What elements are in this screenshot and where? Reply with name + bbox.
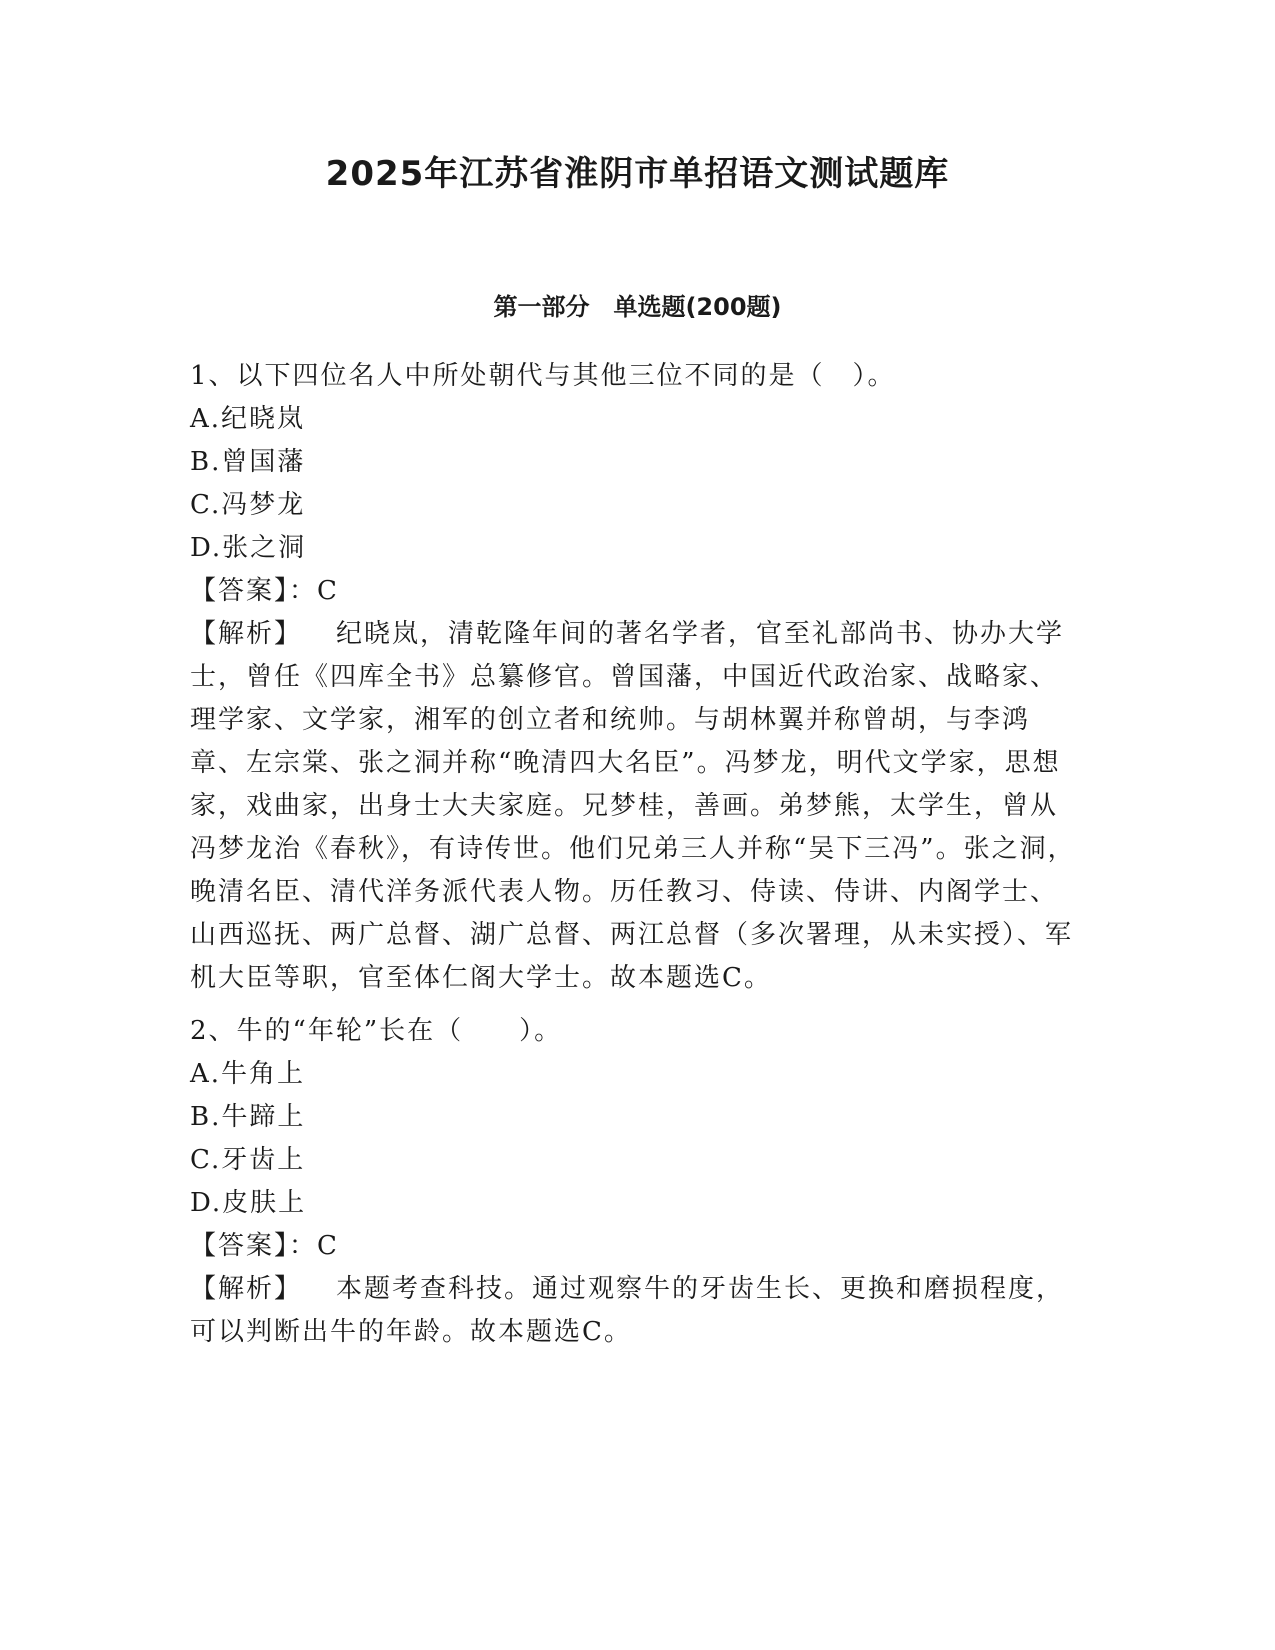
- answer-line: [190, 570, 1080, 613]
- analysis-text: 本题考查科技。通过观察牛的牙齿生长、更换和磨损程度，可以判断出牛的年龄。故本题选C。: [190, 1274, 1065, 1347]
- option-d: D.张之洞: [190, 533, 307, 563]
- answer-label: 【答案】：: [190, 1231, 318, 1261]
- analysis-text: 纪晓岚，清乾隆年间的著名学者，官至礼部尚书、协办大学士，曾任《四库全书》总纂修官。曾国藩，中国近代政治家、战略家、理学家、文学家，湘军的创立者和统帅。与胡林翼并称曾胡，与李鸿章、左宗棠、张之洞并称“晚清四大名臣”。冯梦龙，明代文学家，思想家，戏曲家，出身士大夫家庭。兄梦桂，善画。弟梦熊，太学生，曾从冯梦龙治《春秋》，有诗传世。他们兄弟三人并称“吴下三冯”。张之洞，晚清名臣、清代洋务派代表人物。历任教习、侍读、侍讲、内阁学士、山西巡抚、两广总督、湖广总督、两江总督（多次署理，从未实授）、军机大臣等职，官至体仁阁大学士。故本题选C。: [190, 619, 1076, 993]
- document-title: 2025年江苏省淮阴市单招语文测试题库: [325, 154, 950, 194]
- option-a: A.牛角上: [190, 1059, 306, 1089]
- option-d: D.皮肤上: [190, 1188, 307, 1218]
- analysis-paragraph: [190, 613, 1080, 1000]
- option-c: C.冯梦龙: [190, 490, 306, 520]
- option-b: B.曾国藩: [190, 447, 306, 477]
- option-a: A.纪晓岚: [190, 404, 306, 434]
- question-stem: 1、以下四位名人中所处朝代与其他三位不同的是（ ）。: [190, 361, 896, 391]
- question-2: [190, 1010, 1080, 1354]
- answer-value: C: [317, 1231, 339, 1261]
- analysis-label: 【解析】: [190, 1274, 303, 1304]
- answer-label: 【答案】：: [190, 576, 318, 606]
- analysis-paragraph: [190, 1268, 1080, 1354]
- option-c: C.牙齿上: [190, 1145, 306, 1175]
- question-stem: 2、牛的“年轮”长在（ ）。: [190, 1016, 563, 1046]
- option-b: B.牛蹄上: [190, 1102, 306, 1132]
- question-list: [190, 355, 1080, 1354]
- question-1: [190, 355, 1080, 1000]
- answer-value: C: [317, 576, 339, 606]
- analysis-label: 【解析】: [190, 619, 303, 649]
- answer-line: [190, 1225, 1080, 1268]
- section-title: 第一部分 单选题(200题): [493, 293, 782, 321]
